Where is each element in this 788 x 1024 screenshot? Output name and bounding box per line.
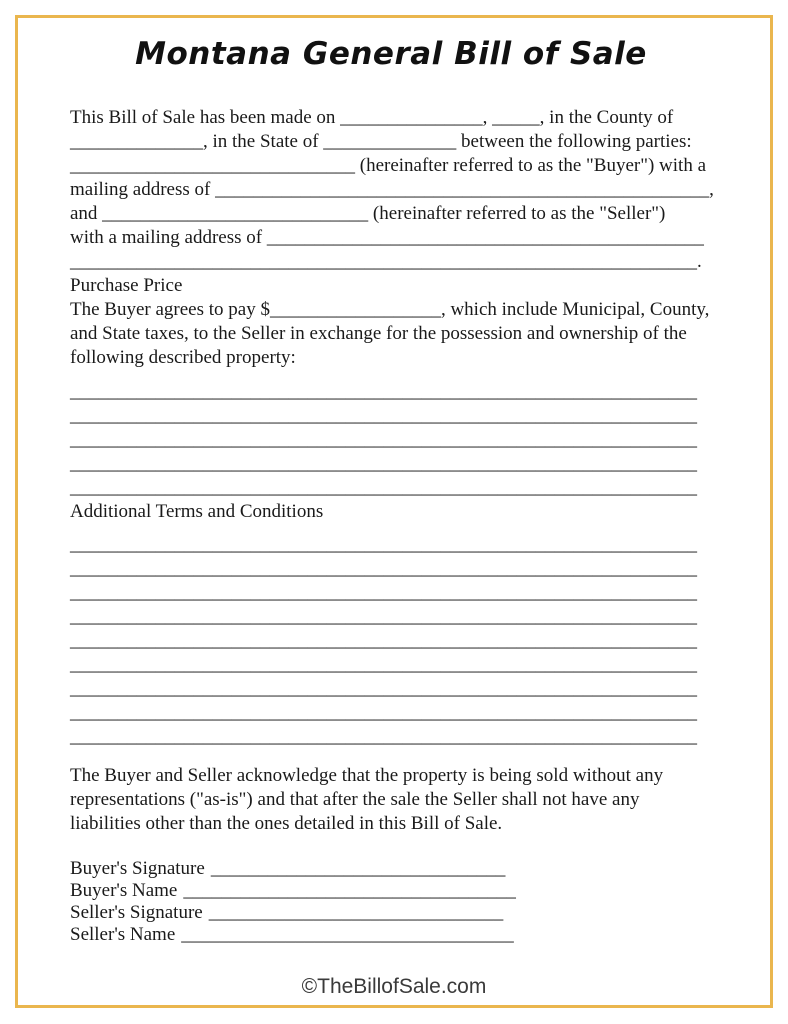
purchase-price-line: following described property: [70, 347, 296, 368]
acknowledgment-paragraph [70, 764, 712, 836]
blank-line: __________________________________________________________________ [70, 582, 697, 603]
acknowledgment-line: The Buyer and Seller acknowledge that the property is being sold without any [70, 765, 664, 786]
signature-row [70, 924, 712, 946]
blank-line: __________________________________________________________________ [70, 534, 697, 555]
property-description-blanks [70, 380, 712, 500]
document-content [70, 0, 712, 946]
signature-row [70, 880, 712, 902]
blank-line: __________________________________________________________________ [70, 381, 697, 402]
blank-line: __________________________________________________________________ [70, 630, 697, 651]
blank-line: __________________________________________________________________ [70, 702, 697, 723]
intro-line: ______________________________ (hereinafter referred to as the "Buyer") with a [70, 155, 707, 176]
blank-line: __________________________________________________________________ [70, 453, 697, 474]
purchase-price-paragraph [70, 298, 712, 370]
purchase-price-line: and State taxes, to the Seller in exchange for the possession and ownership of the [70, 323, 687, 344]
purchase-price-heading: Purchase Price [70, 275, 183, 296]
blank-line: __________________________________________________________________ [70, 726, 697, 747]
signature-block [70, 858, 712, 946]
blank-line: __________________________________________________________________ [70, 606, 697, 627]
intro-line: and ____________________________ (hereinafter referred to as the "Seller") [70, 203, 666, 224]
signature-row [70, 902, 712, 924]
terms-heading: Additional Terms and Conditions [70, 501, 324, 522]
signature-blank-line: ___________________________________ [181, 924, 514, 945]
intro-line: with a mailing address of ______________________________________________ [70, 227, 704, 248]
signature-label: Buyer's Signature [70, 858, 205, 879]
acknowledgment-line: liabilities other than the ones detailed in this Bill of Sale. [70, 813, 503, 834]
intro-line: __________________________________________________________________. [70, 251, 702, 272]
acknowledgment-line: representations ("as-is") and that after the sale the Seller shall not have any [70, 789, 640, 810]
signature-blank-line: _______________________________ [208, 902, 504, 923]
blank-line: __________________________________________________________________ [70, 477, 697, 498]
purchase-price-line: The Buyer agrees to pay $__________________, which include Municipal, County, [70, 299, 710, 320]
signature-label: Seller's Signature [70, 902, 203, 923]
signature-row [70, 858, 712, 880]
blank-line: __________________________________________________________________ [70, 654, 697, 675]
intro-line: ______________, in the State of ______________ between the following parties: [70, 131, 692, 152]
intro-paragraph [70, 106, 712, 274]
blank-line: __________________________________________________________________ [70, 405, 697, 426]
signature-label: Buyer's Name [70, 880, 178, 901]
intro-line: mailing address of ____________________________________________________, [70, 179, 714, 200]
terms-blanks [70, 533, 712, 749]
intro-line: This Bill of Sale has been made on _______________, _____, in the County of [70, 107, 674, 128]
blank-line: __________________________________________________________________ [70, 678, 697, 699]
signature-blank-line: ___________________________________ [183, 880, 516, 901]
blank-line: __________________________________________________________________ [70, 558, 697, 579]
footer-copyright: ©TheBillofSale.com [301, 975, 487, 998]
signature-blank-line: _______________________________ [210, 858, 506, 879]
signature-label: Seller's Name [70, 924, 176, 945]
blank-line: __________________________________________________________________ [70, 429, 697, 450]
document-title: Montana General Bill of Sale [135, 36, 647, 72]
